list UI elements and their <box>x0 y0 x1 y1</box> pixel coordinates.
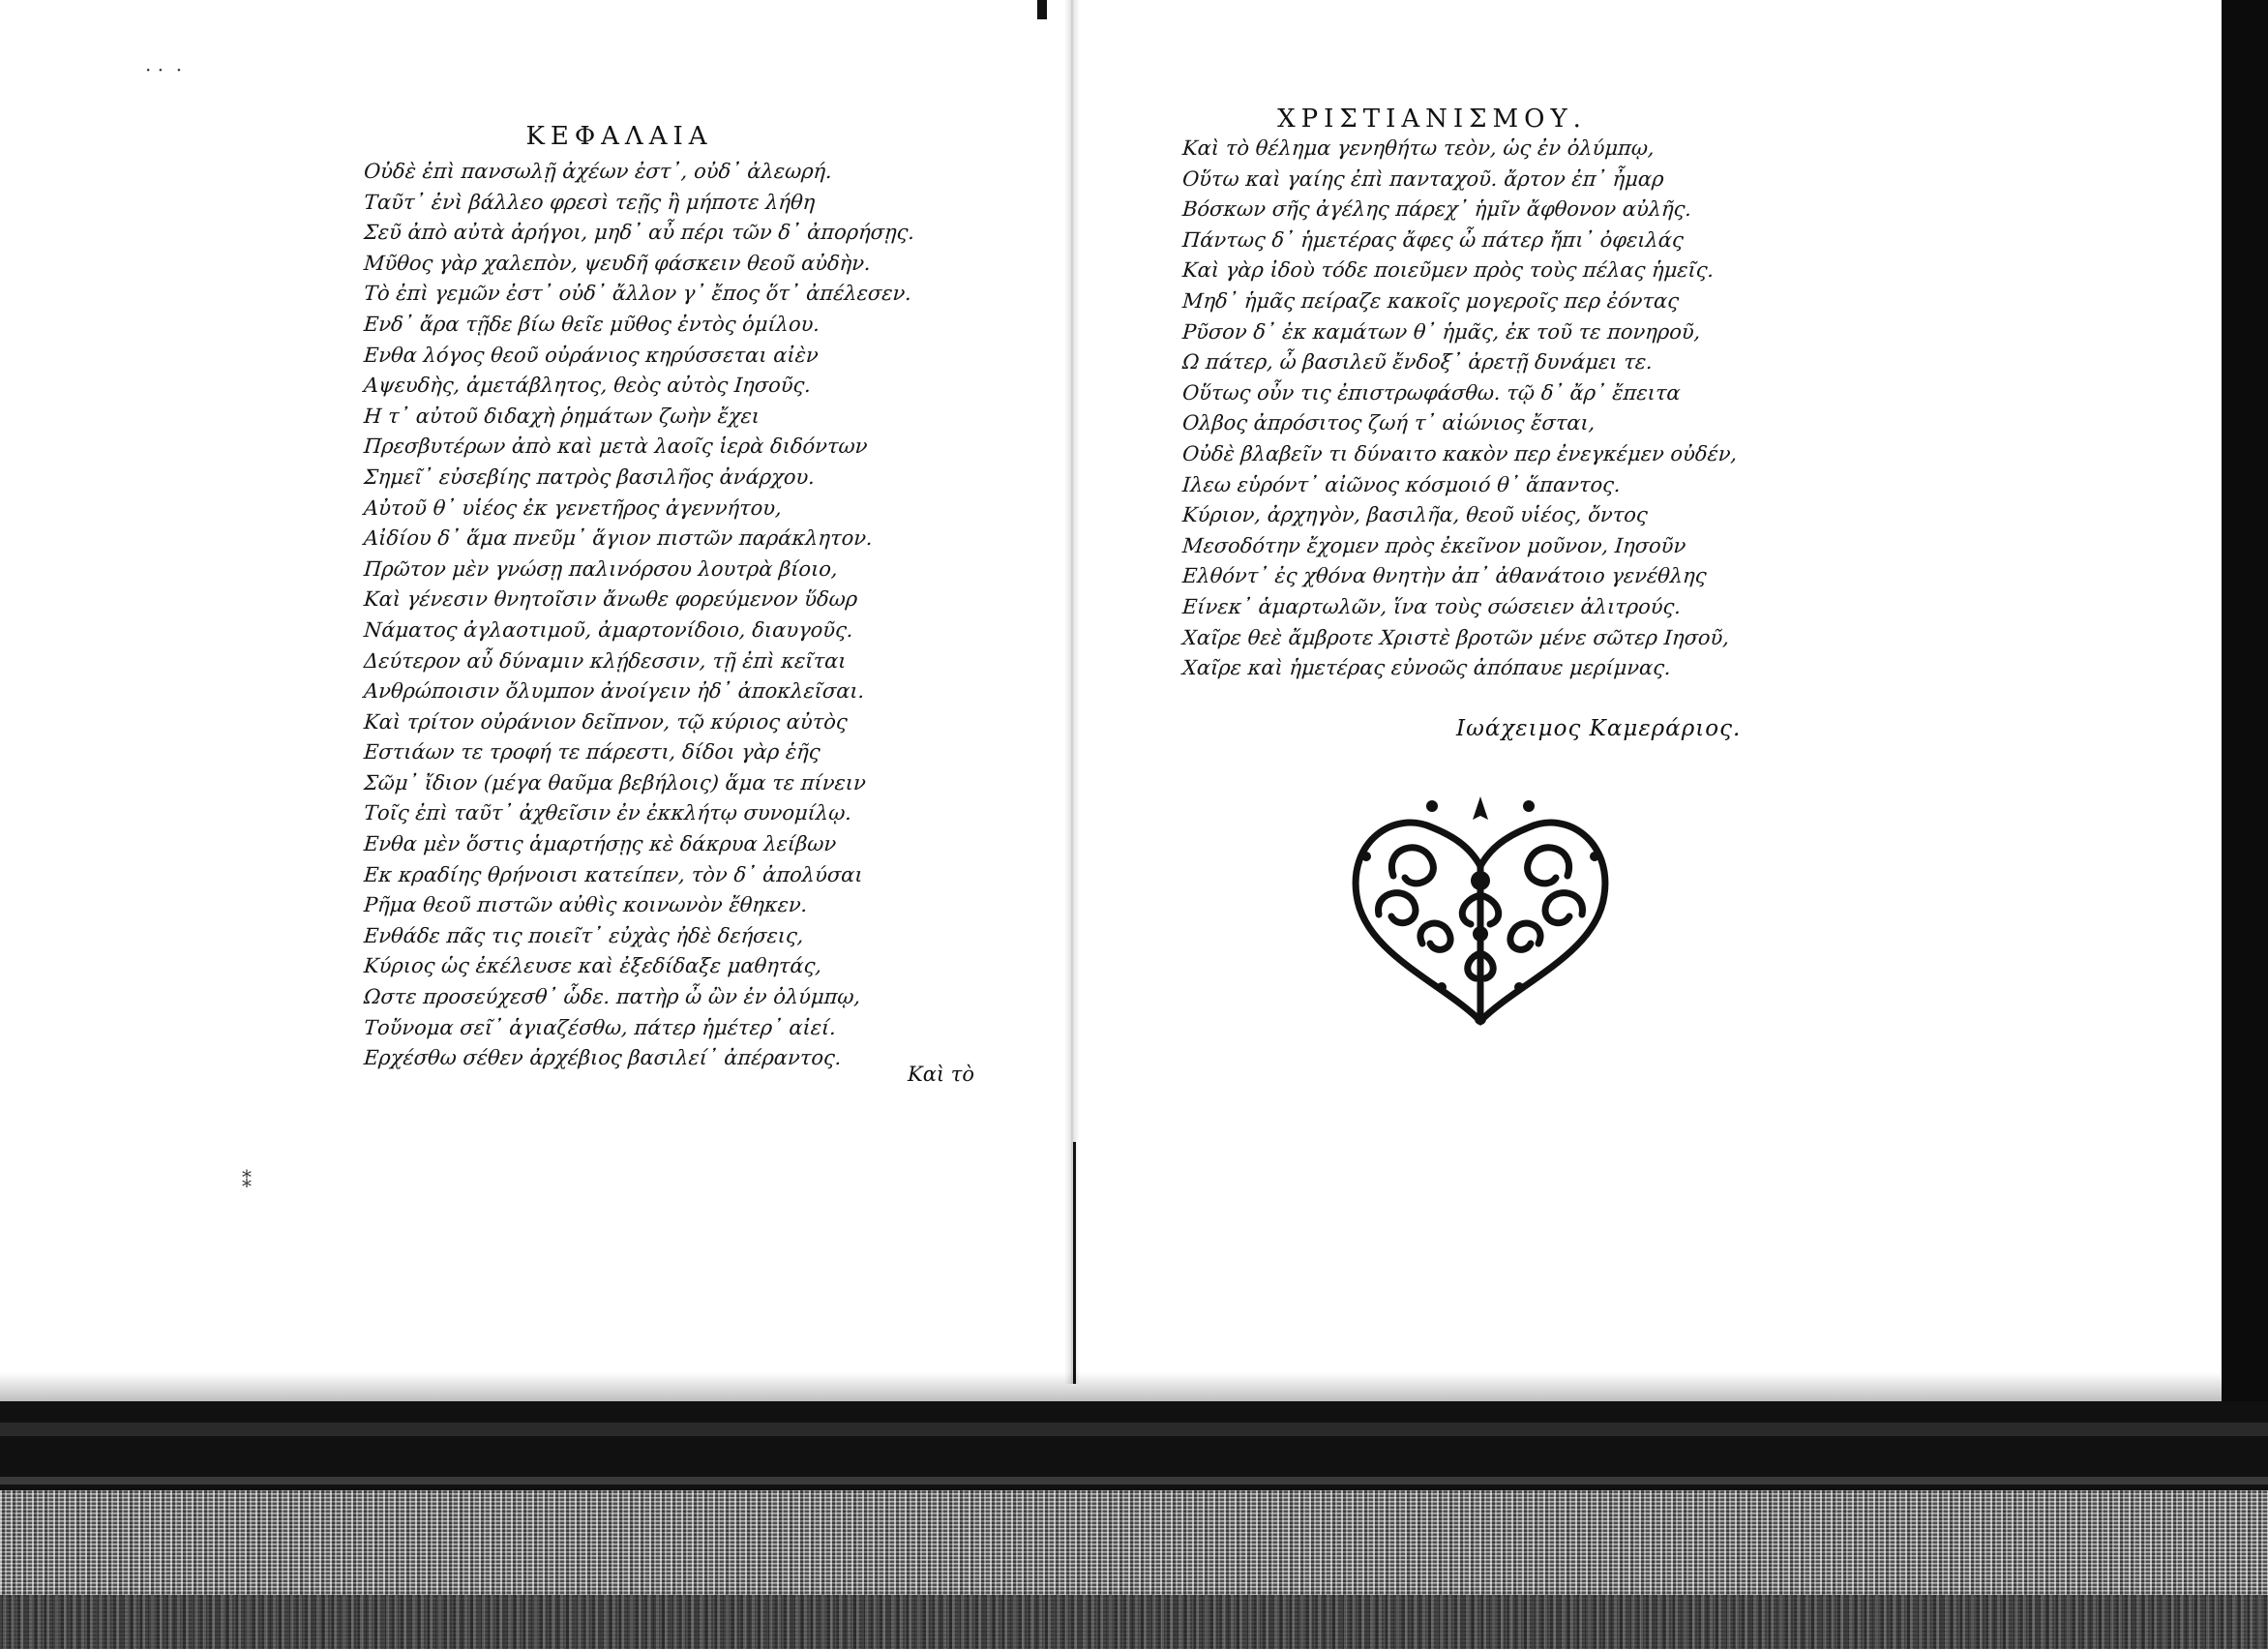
verse-line: Μεσοδότην ἔχομεν πρὸς ἐκεῖνον μοῦνον, Ιησοῦν <box>1181 533 1687 557</box>
verse-line: Πρῶτον μὲν γνώσῃ παλινόρσου λουτρὰ βίοιο, <box>363 556 839 581</box>
verse-line: Καὶ γὰρ ἰδοὺ τόδε ποιεῦμεν πρὸς τοὺς πέλας ἡμεῖς. <box>1181 258 1716 283</box>
verse-line: Ω πάτερ, ὦ βασιλεῦ ἔνδοξ᾽ ἀρετῇ δυνάμει τε. <box>1181 350 1654 375</box>
verse-line: Χαῖρε θεὲ ἄμβροτε Χριστὲ βροτῶν μένε σῶτερ Ιησοῦ, <box>1181 625 1730 649</box>
page-heading: ΧΡΙΣΤΙΑΝΙΣΜΟΥ. <box>1277 105 1587 134</box>
verse-list <box>1181 134 1739 684</box>
book-gutter <box>1064 0 1080 1384</box>
verse-line: Δεύτερον αὖ δύναμιν κλῄδεσσιν, τῇ ἐπὶ κεῖται <box>363 648 848 673</box>
verse-line: Η τ᾽ αὐτοῦ διδαχὴ ῥημάτων ζωὴν ἔχει <box>363 404 761 428</box>
verse-line: Ταῦτ᾽ ἐνὶ βάλλεο φρεσὶ τεῇς ἢ μήποτε λήθη <box>363 190 817 214</box>
verse-line: Οὐδὲ βλαβεῖν τι δύναιτο κακὸν περ ἐνεγκέμεν οὐδέν, <box>1181 441 1739 465</box>
verse-line: Τοὔνομα σεῖ᾽ ἁγιαζέσθω, πάτερ ἡμέτερ᾽ αἰεί. <box>363 1015 837 1039</box>
verse-line: Οὕτω καὶ γαίης ἐπὶ πανταχοῦ. ἄρτον ἐπ᾽ ἦμαρ <box>1181 166 1665 191</box>
verse-line: Είνεκ᾽ ἁμαρτωλῶν, ἵνα τοὺς σώσειεν ἀλιτρούς. <box>1181 594 1682 618</box>
verse-line: Αἰδίου δ᾽ ἅμα πνεῦμ᾽ ἅγιον πιστῶν παράκλητον. <box>363 526 874 551</box>
verse-line: Πάντως δ᾽ ἡμετέρας ἄφες ὦ πάτερ ἤπι᾽ ὀφειλάς <box>1181 227 1685 252</box>
verse-line: Οὕτως οὖν τις ἐπιστρωφάσθω. τῷ δ᾽ ἄρ᾽ ἔπειτα <box>1181 380 1682 405</box>
verse-line: Ενθα λόγος θεοῦ οὐράνιος κηρύσσεται αἰὲν <box>363 343 820 367</box>
spine-mark <box>1037 0 1047 19</box>
stray-mark: · · · <box>145 58 183 81</box>
verse-line: Αὐτοῦ θ᾽ υἱέος ἐκ γενετῆρος ἀγεννήτου, <box>363 495 783 520</box>
verse-line: Ρῆμα θεοῦ πιστῶν αὐθὶς κοινωνὸν ἔθηκεν. <box>363 893 809 917</box>
author-signature: Ιωάχειμος Καμεράριος. <box>1456 716 1742 741</box>
verse-line: Βόσκων σῆς ἀγέλης πάρεχ᾽ ἡμῖν ἄφθονον αὐλῆς. <box>1181 197 1693 222</box>
verse-line: Ιλεω εὑρόντ᾽ αἰῶνος κόσμοιό θ᾽ ἅπαντος. <box>1181 472 1622 496</box>
scanner-border-bottom <box>0 1401 2268 1649</box>
verse-line: Τὸ ἐπὶ γεμῶν ἐστ᾽ οὐδ᾽ ἄλλον γ᾽ ἔπος ὅτ᾽ ἀπέλεσεν. <box>363 282 912 306</box>
verse-line: Νάματος ἀγλαοτιμοῦ, ἀμαρτονίδοιο, διαυγοῦς. <box>363 617 854 642</box>
verse-line: Κύριος ὡς ἐκέλευσε καὶ ἐξεδίδαξε μαθητάς, <box>363 954 822 978</box>
verse-line: Καὶ τρίτον οὐράνιον δεῖπνον, τῷ κύριος αὐτὸς <box>363 709 849 734</box>
verse-line: Σημεῖ᾽ εὐσεβίης πατρὸς βασιλῆος ἀνάρχου. <box>363 465 816 489</box>
verse-line: Ωστε προσεύχεσθ᾽ ὧδε. πατὴρ ὦ ὢν ἐν ὀλύμπῳ, <box>363 985 862 1009</box>
verse-line: Αψευδὴς, ἀμετάβλητος, θεὸς αὐτὸς Ιησοῦς. <box>363 374 812 398</box>
verse-line: Κύριον, ἀρχηγὸν, βασιλῆα, θεοῦ υἱέος, ὄντος <box>1181 503 1649 527</box>
page-edge-shadow <box>0 1372 2222 1401</box>
verse-line: Σεῦ ἀπὸ αὐτὰ ἀρήγοι, μηδ᾽ αὖ πέρι τῶν δ᾽ ἀπορήσῃς. <box>363 221 915 245</box>
verse-line: Εστιάων τε τροφή τε πάρεστι, δίδοι γὰρ ἑῆς <box>363 740 821 765</box>
stray-mark-bottom: ⁑ <box>242 1169 252 1192</box>
scanner-border-right <box>2222 0 2268 1403</box>
verse-line: Τοῖς ἐπὶ ταῦτ᾽ ἀχθεῖσιν ἐν ἐκκλήτῳ συνομίλῳ. <box>363 801 852 825</box>
verse-line: Ενθα μὲν ὅστις ἁμαρτήσῃς κὲ δάκρυα λείβων <box>363 832 838 856</box>
verse-list <box>363 157 915 1074</box>
verse-line: Ρῦσον δ᾽ ἐκ καμάτων θ᾽ ἡμᾶς, ἐκ τοῦ τε πονηροῦ, <box>1181 319 1702 344</box>
verse-line: Ελθόντ᾽ ἐς χθόνα θνητὴν ἀπ᾽ ἀθανάτοιο γενέθλης <box>1181 564 1708 588</box>
verse-line: Ολβος ἀπρόσιτος ζωή τ᾽ αἰώνιος ἔσται, <box>1181 411 1597 435</box>
catchword: Καὶ τὸ <box>908 1063 975 1086</box>
floral-ornament-icon <box>1335 789 1626 1031</box>
verse-line: Ανθρώποισιν ὄλυμπον ἀνοίγειν ἠδ᾽ ἀποκλεῖσαι. <box>363 679 866 704</box>
verse-line: Καὶ τὸ θέλημα γενηθήτω τεὸν, ὡς ἐν ὀλύμπῳ, <box>1181 136 1656 160</box>
verse-line: Σῶμ᾽ ἴδιον (μέγα θαῦμα βεβήλοις) ἅμα τε πίνειν <box>363 770 867 795</box>
verse-line: Μηδ᾽ ἡμᾶς πείραζε κακοῖς μογεροῖς περ ἐόντας <box>1181 288 1680 313</box>
verse-line: Πρεσβυτέρων ἀπὸ καὶ μετὰ λαοῖς ἱερὰ διδόντων <box>363 435 869 459</box>
verse-line: Οὐδὲ ἐπὶ πανσωλῇ ἀχέων ἐστ᾽, οὐδ᾽ ἀλεωρή. <box>363 160 833 183</box>
verse-line: Ερχέσθω σέθεν ἀρχέβιος βασιλεί᾽ ἀπέραντος. <box>363 1046 843 1070</box>
verse-line: Ενθάδε πᾶς τις ποιεῖτ᾽ εὐχὰς ἠδὲ δεήσεις, <box>363 923 805 947</box>
verse-line: Ενδ᾽ ἄρα τῇδε βίω θεῖε μῦθος ἐντὸς ὁμίλου. <box>363 312 821 336</box>
spine-crease <box>1073 1142 1076 1384</box>
verse-line: Χαῖρε καὶ ἡμετέρας εὐνοῶς ἀπόπαυε μερίμνας. <box>1181 656 1672 680</box>
verse-line: Καὶ γένεσιν θνητοῖσιν ἄνωθε φορεύμενον ὕδωρ <box>363 587 859 612</box>
verse-line: Μῦθος γὰρ χαλεπὸν, ψευδῆ φάσκειν θεοῦ αὐδὴν. <box>363 251 872 275</box>
verse-line: Εκ κραδίης θρήνοισι κατείπεν, τὸν δ᾽ ἀπολύσαι <box>363 862 864 886</box>
page-heading: ΚΕΦΑΛΑΙΑ <box>525 122 713 151</box>
